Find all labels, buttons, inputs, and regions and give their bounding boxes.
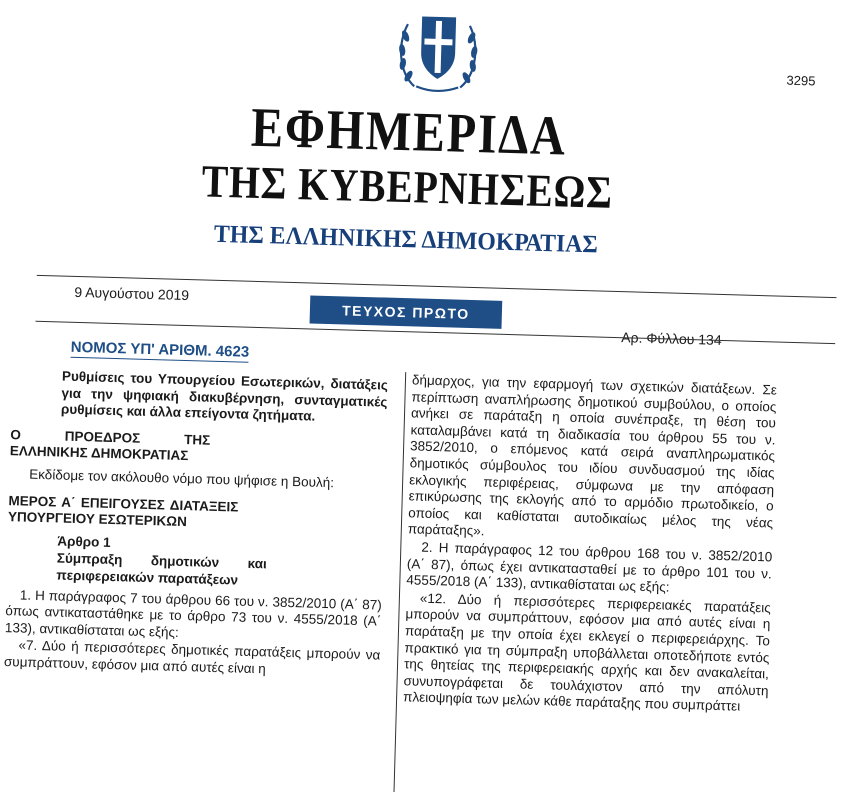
right-column (403, 372, 777, 717)
right-paragraph-3: «12. Δύο ή περισσότερες περιφερειακές παρατάξεις μπορούν να συμπράττουν, εφόσον μια από αυτές είναι η παράταξη με την οποία έχει εκλεγεί ο περιφερειάρχης. Το πρακτικό για τη σύμπραξη υποβάλλεται οποτεδήποτε εντός της θητείας της περιφερειακής αρχής και δεν ανακαλείται, συνυπογράφεται δε τουλάχιστον από την απόλυτη πλειοψηφία των μελών κάθε παράταξης που συμπράττει (402, 590, 771, 714)
gazette-title-line1: ΕΦΗΜΕΡΙΔΑ (250, 96, 568, 168)
article-title: Άρθρο 1 (57, 533, 111, 550)
sheet-number: Αρ. Φύλλου 134 (621, 329, 722, 348)
left-column (4, 367, 388, 682)
law-heading: ΝΟΜΟΣ ΥΠ' ΑΡΙΘΜ. 4623 (70, 338, 250, 361)
gazette-title-line2: ΤΗΣ ΚΥΒΕΡΝΗΣΕΩΣ (201, 155, 614, 218)
part-heading: ΜΕΡΟΣ Α΄ ΕΠΕΙΓΟΥΣΕΣ ΔΙΑΤΑΞΕΙΣ ΥΠΟΥΡΓΕΙΟΥ ΕΣΩΤΕΡΙΚΩΝ (7, 492, 239, 530)
left-paragraph-2: «7. Δύο ή περισσότερες δημοτικές παρατάξεις μπορούν να συμπράττουν, εφόσον μια από αυτές είναι η (3, 637, 381, 677)
article-subtitle: Σύμπραξη δημοτικών και περιφερειακών παρατάξεων (56, 550, 268, 588)
enactment-text: Εκδίδομε τον ακόλουθο νόμο που ψήφισε η Βουλή: (29, 466, 335, 491)
issue-date: 9 Αυγούστου 2019 (74, 283, 190, 304)
right-paragraph-1: δήμαρχος, για την εφαρμογή των σχετικών διατάξεων. Σε περίπτωση αναπλήρωσης δημοτικού συμβούλου, ο οποίος ανήκει σε παράταξη η οποία συνέπραξε, τη θέση του καταλαμβάνει κατά τη διαδικασία του άρθρου 55 του ν. 3852/2010, ο επόμενος κατά σειρά αναπληρωματικός δημοτικός σύμβουλος του ιδίου συνδυασμού της ιδίας εκλογικής περιφέρειας, σύμφωνα με την απόφαση επικύρωσης της εκλογής από το αρμόδιο πρωτοδικείο, ο οποίος και καθίσταται αυτοδικαίως μέλος της νέας παράταξης». (407, 372, 778, 539)
coat-of-arms-icon (392, 2, 485, 96)
left-paragraph-1: 1. Η παράγραφος 7 του άρθρου 66 του ν. 3852/2010 (Α΄ 87) όπως αντικαταστάθηκε με το άρθρο 73 του ν. 4555/2018 (Α΄ 133), αντικαθίσταται ως εξής: (4, 587, 382, 640)
page-number: 3295 (786, 72, 816, 89)
column-divider (393, 372, 406, 792)
right-paragraph-2: 2. Η παράγραφος 12 του άρθρου 168 του ν. 3852/2010 (Α΄ 87), όπως έχει αντικατασταθεί με το άρθρο 101 του ν. 4555/2018 (Α΄ 133), αντικαθίσταται ως εξής: (406, 539, 773, 595)
president-heading: Ο ΠΡΟΕΔΡΟΣ ΤΗΣ ΕΛΛΗΝΙΚΗΣ ΔΗΜΟΚΡΑΤΙΑΣ (9, 426, 211, 464)
issue-label: ΤΕΥΧΟΣ ΠΡΩΤΟ (341, 302, 470, 322)
law-summary: Ρυθμίσεις του Υπουργείου Εσωτερικών, διατάξεις για την ψηφιακή διακυβέρνηση, συνταγματικές ρυθμίσεις και άλλα επείγοντα ζητήματα. (60, 368, 389, 424)
gazette-subtitle: ΤΗΣ ΕΛΛΗΝΙΚΗΣ ΔΗΜΟΚΡΑΤΙΑΣ (213, 220, 599, 259)
